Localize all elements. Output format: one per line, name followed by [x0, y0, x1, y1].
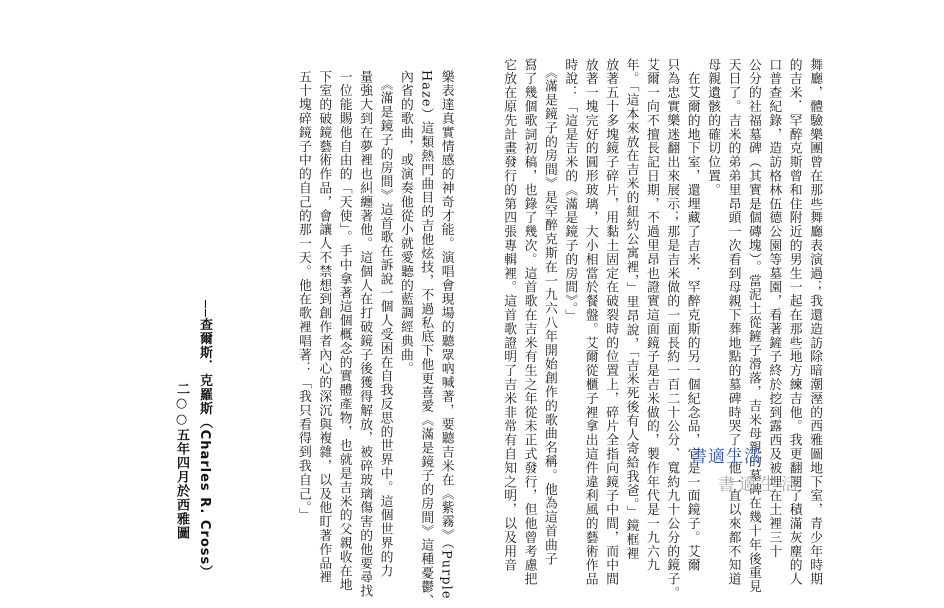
text-column: 放著五十多塊鏡子碎片，用黏土固定在破裂時的位置上，碎片全指向鏡子中間，而中間: [603, 58, 619, 587]
watermark-text-faded: 書適生活: [718, 475, 802, 495]
text-column: 五十塊碎鏡子中的自己的那一天。他在歌裡唱著：「我只看得到我自己。」: [295, 70, 311, 523]
text-column: 口普查紀錄，造訪格林伍德公園等墓園，看著鏟子終於挖到露西及被埋在土裡三十: [766, 58, 782, 559]
author-signature: ──查爾斯．克羅斯（Charles R. Cross）: [197, 300, 212, 580]
text-column: 舞廳，體驗樂團曾在那些舞廳表演過；我還造訪除暗潮溼的西雅圖地下室，青少年時期: [807, 58, 823, 587]
text-column: 放著一塊完好的圓形玻璃，大小相當於餐盤。艾爾從櫃子裡拿出這件違利風的藝術作品: [582, 58, 598, 587]
text-column: 艾爾一向不擅長記日期，不過里昂也證實這面鏡子是吉米做的，製作年代是一九六九: [643, 58, 659, 573]
text-column: 下室的破鏡藝術作品，會讓人不禁想到創作者內心的深沉與複雜，以及他盯著作品裡: [316, 70, 332, 585]
text-column: 一位能賜他自由的「天使」。手中拿著這個概念的實體產物，也就是吉米的父親收在地: [336, 70, 352, 592]
text-column: 《滿是鏡子的房間》是罕醉克斯在一九六八年開始創作的歌曲名稱。他為這首曲子: [541, 58, 557, 566]
text-column: 在艾爾的地下室，還埋藏了吉米．罕醉克斯的另一個紀念品，它是一面鏡子。艾爾: [684, 58, 700, 573]
text-column: 公分的社福墓碑（其實是個磚塊）。當泥土從鏟子滑落，吉米母親的墓碑在幾十年後重見: [745, 58, 761, 594]
watermark-text: 書適生活: [690, 447, 762, 467]
text-column: Haze）這類熱門曲目的吉他炫技，不過私底下他更喜愛《滿是鏡子的房間》這種憂鬱、: [418, 70, 434, 608]
text-column: 它放在原先計畫發行的第四張專輯裡。這首歌證明了吉米非常有自知之明，以及用音: [501, 58, 517, 573]
text-column: 量強大到在夢裡也糾纏著他。這個人在打破鏡子後獲得解放，被碎玻璃傷害的他要尋找: [357, 70, 373, 599]
text-column: 年。「這本來放在吉米的紐約公寓裡，」里昂說，「吉米死後有人寄給我爸。」鏡框裡: [623, 58, 639, 561]
text-column: 《滿是鏡子的房間》這首歌在訴說一個人受困在自我反思的世界中。這個世界的力: [377, 70, 393, 578]
text-column: 樂表達真實情感的神奇才能。演唱會現場的聽眾吶喊著，要聽吉米在《紫霧》（Purple: [438, 70, 454, 600]
text-column: 只為忠實樂迷翻出來展示；那是吉米做的一面長約一百二十公分、寬約九十公分的鏡子。: [664, 58, 680, 601]
signature-date: 二○○五年四月於西雅圖: [174, 382, 189, 540]
text-column: 寫了幾個歌詞初稿，也錄了幾次。這首歌在吉米有生之年從未正式發行，但他曾考慮把: [521, 58, 537, 587]
text-column: 內省的歌曲，或演奏他從小就愛聽的藍調經典曲。: [397, 70, 413, 376]
text-column: 的吉米．罕醉克斯曾和住附近的男生一起在那些地方練吉他。我更翻閱了積滿灰塵的人: [786, 58, 802, 587]
text-column: 母親遺骸的確切位置。: [705, 58, 721, 197]
text-column: 天日了。吉米的弟弟里昂頭一次看到母親下葬地點的墓碑時哭了；他一直以來都不知道: [725, 58, 741, 587]
text-column: 時說：「這是吉米的《滿是鏡子的房間》。」: [562, 58, 578, 324]
